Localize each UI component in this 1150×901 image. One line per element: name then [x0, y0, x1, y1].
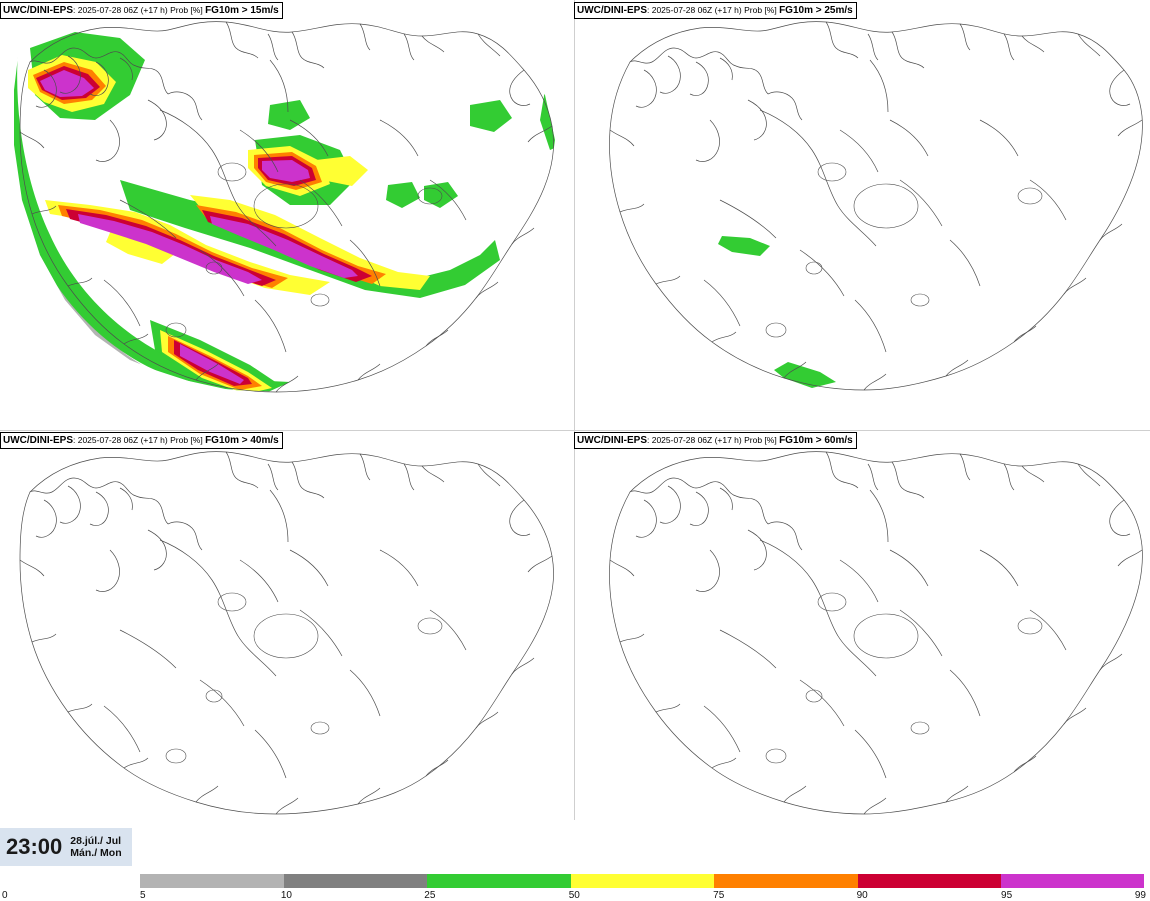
map-panel-1[interactable] — [0, 0, 574, 430]
panel-title-2 — [574, 2, 857, 19]
panel-divider-horizontal — [0, 430, 1150, 431]
panel-run-1: : 2025-07-28 06Z (+17 h) Prob [%] — [73, 5, 206, 15]
date-line-1: 28.júl./ Jul — [70, 834, 122, 847]
date-block — [70, 835, 121, 860]
timestamp-box — [0, 828, 132, 866]
probability-field-2 — [718, 236, 836, 388]
colorbar-ticks — [140, 856, 1150, 901]
colorbar-segment-1 — [284, 874, 428, 888]
colorbar-segment-5 — [858, 874, 1002, 888]
colorbar-segment-0 — [140, 874, 284, 888]
panel-variable-4: FG10m > 60m/s — [779, 435, 853, 446]
map-panel-2[interactable] — [574, 0, 1150, 430]
map-canvas-2 — [574, 0, 1150, 430]
colorbar-zero-label: 0 — [2, 890, 8, 901]
colorbar-tick-label: 95 — [1001, 890, 1013, 901]
panel-model-2: UWC/DINI-EPS — [577, 5, 647, 16]
panel-title-4 — [574, 432, 857, 449]
panel-variable-1: FG10m > 15m/s — [205, 5, 279, 16]
colorbar-segment-4 — [714, 874, 858, 888]
panel-variable-3: FG10m > 40m/s — [205, 435, 279, 446]
panel-run-3: : 2025-07-28 06Z (+17 h) Prob [%] — [73, 435, 206, 445]
colorbar-tick-label: 5 — [140, 890, 146, 901]
colorbar-segment-2 — [427, 874, 571, 888]
panel-model-1: UWC/DINI-EPS — [3, 5, 73, 16]
map-canvas-4 — [574, 430, 1150, 830]
colorbar-tick-label: 50 — [568, 890, 580, 901]
colorbar-tick-label: 99 — [1134, 890, 1146, 901]
colorbar-tick-label: 90 — [856, 890, 868, 901]
panel-variable-2: FG10m > 25m/s — [779, 5, 853, 16]
colorbar-segment-3 — [571, 874, 715, 888]
map-canvas-3 — [0, 430, 574, 830]
colorbar-tick-label: 10 — [280, 890, 292, 901]
colorbar-strip — [140, 874, 1144, 888]
colorbar-tick-label: 25 — [424, 890, 436, 901]
panel-title-1 — [0, 2, 283, 19]
map-panel-4[interactable] — [574, 430, 1150, 830]
time-value: 23:00 — [6, 834, 63, 859]
colorbar-tick-label: 75 — [713, 890, 725, 901]
panel-run-4: : 2025-07-28 06Z (+17 h) Prob [%] — [647, 435, 780, 445]
map-panel-3[interactable] — [0, 430, 574, 830]
coastline-overlay-1 — [0, 0, 574, 430]
date-line-2: Mán./ Mon — [70, 847, 122, 859]
panel-model-3: UWC/DINI-EPS — [3, 435, 73, 446]
colorbar-segment-6 — [1001, 874, 1144, 888]
panel-title-3 — [0, 432, 283, 449]
footer-bar — [0, 820, 1150, 901]
panel-model-4: UWC/DINI-EPS — [577, 435, 647, 446]
panel-run-2: : 2025-07-28 06Z (+17 h) Prob [%] — [647, 5, 780, 15]
colorbar — [140, 856, 1150, 901]
